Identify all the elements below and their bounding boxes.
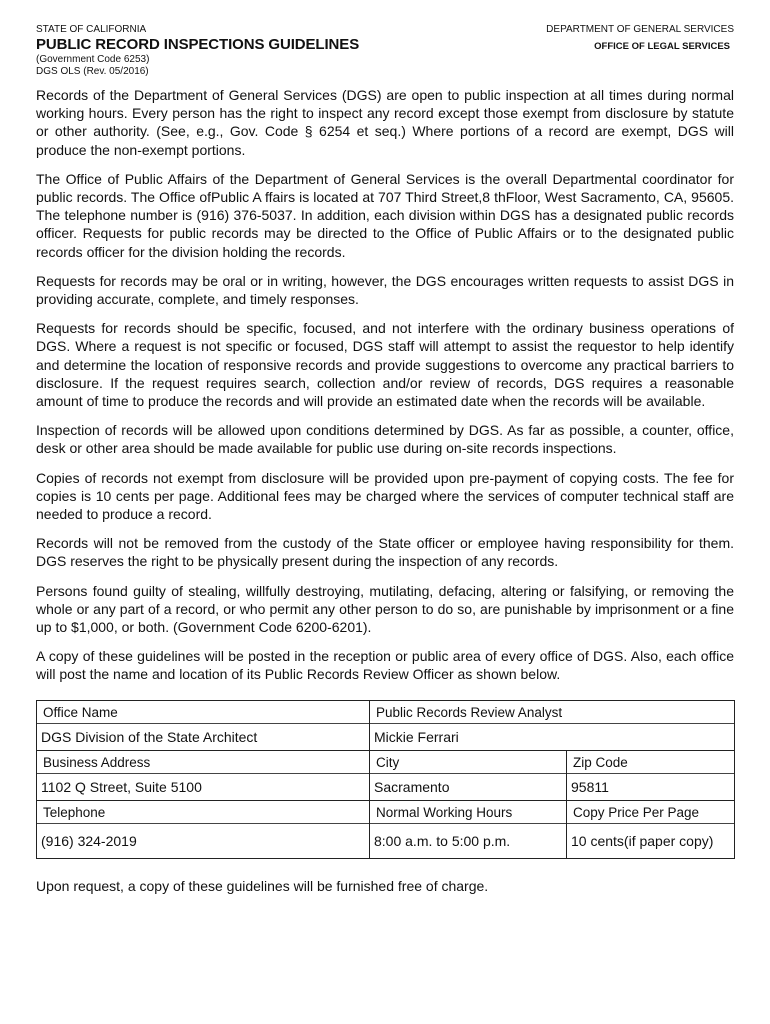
paragraph-posting: A copy of these guidelines will be posted in the reception or public area of every office of DGS. Also, each office will post the name and location of its Public Records Review Officer as shown below. (36, 648, 734, 683)
state-label: STATE OF CALIFORNIA (36, 24, 147, 35)
city-value: Sacramento (374, 778, 450, 795)
document-page (36, 24, 734, 895)
paragraph-copy-fees: Copies of records not exempt from disclosure will be provided upon pre-payment of copying costs. The fee for copies is 10 cents per page. Additional fees may be charged where the services of computer technical staff are needed to produce a record. (36, 469, 734, 523)
paragraph-custody: Records will not be removed from the custody of the State officer or employee having responsibility for them. DGS reserves the right to be physically present during the inspection of any records. (36, 535, 734, 570)
paragraph-request-format: Requests for records may be oral or in writing, however, the DGS encourages written requests to assist DGS in providing accurate, complete, and timely responses. (36, 272, 734, 308)
office-name-cell (37, 700, 370, 750)
paragraph-public-inspection: Records of the Department of General Services (DGS) are open to public inspection at all times during normal working hours. Every person has the right to inspect any record except those exempt from disclosure by statute or other authority. (See, e.g., Gov. Code § 6254 et seq.) Where portions of a record are exempt, DGS will produce the non-exempt portions. (36, 87, 734, 158)
table-row (37, 750, 735, 800)
address-label: Business Address (37, 751, 369, 774)
document-header (36, 24, 734, 78)
header-right (546, 24, 734, 54)
analyst-value: Mickie Ferrari (374, 728, 459, 745)
office-name: OFFICE OF LEGAL SERVICES (594, 41, 730, 52)
hours-label: Normal Working Hours (370, 801, 566, 824)
analyst-cell (370, 700, 735, 750)
office-name-label: Office Name (37, 701, 369, 724)
telephone-value: (916) 324-2019 (41, 832, 137, 849)
address-cell (37, 750, 370, 800)
telephone-label: Telephone (37, 801, 369, 824)
hours-value: 8:00 a.m. to 5:00 p.m. (374, 832, 511, 849)
paragraph-penalties: Persons found guilty of stealing, willfully destroying, mutilating, defacing, altering or falsifying, or removing the whole or any part of a record, or who permit any other person to do so, are punishable by imprisonment or a fine up to $1,000, or both. (Government Code 6200-6201). (36, 582, 734, 636)
document-body (36, 86, 734, 684)
form-number: DGS OLS (Rev. 05/2016) (36, 66, 149, 77)
paragraph-public-affairs: The Office of Public Affairs of the Department of General Services is the overall Departmental coordinator for public records. The Office ofPublic A ffairs is located at 707 Third Street,8 thFloor, West Sacramento, CA, 95605. The telephone number is (916) 376-5037. In addition, each division within DGS has a designated public records officer. Requests for public records may be directed to the Office of Public Affairs or to the designated public records officer for the division holding the records. (36, 170, 734, 260)
price-value: 10 cents(if paper copy) (571, 832, 714, 849)
city-cell (370, 750, 567, 800)
hours-cell (370, 800, 567, 858)
header-left (36, 24, 359, 78)
city-label: City (370, 751, 566, 774)
telephone-cell (37, 800, 370, 858)
department-name: DEPARTMENT OF GENERAL SERVICES (546, 24, 734, 35)
paragraph-inspection-conditions: Inspection of records will be allowed upon conditions determined by DGS. As far as possible, a counter, office, desk or other area should be made available for public use during on-site records inspections. (36, 422, 734, 457)
zip-label: Zip Code (567, 751, 734, 774)
paragraph-request-specificity: Requests for records should be specific, focused, and not interfere with the ordinary business operations of DGS. Where a request is not specific or focused, DGS staff will attempt to assist the requestor to help identify and determine the location of responsive records and provide suggestions to overcome any practical barriers to disclosure. If the request requires search, collection and/or review of records, DGS requires a reasonable amount of time to produce the records and will provide an estimated date when the records will be available. (36, 320, 734, 410)
document-title: PUBLIC RECORD INSPECTIONS GUIDELINES (36, 36, 360, 53)
table-row (37, 800, 735, 858)
address-value: 1102 Q Street, Suite 5100 (41, 778, 202, 795)
analyst-label: Public Records Review Analyst (370, 701, 734, 724)
footer-note: Upon request, a copy of these guidelines will be furnished free of charge. (36, 877, 489, 894)
price-label: Copy Price Per Page (567, 801, 734, 824)
records-officer-table (36, 700, 735, 859)
table-row (37, 700, 735, 750)
office-name-value: DGS Division of the State Architect (41, 728, 258, 745)
government-code: (Government Code 6253) (36, 54, 150, 65)
price-cell (567, 800, 735, 858)
zip-cell (567, 750, 735, 800)
zip-value: 95811 (571, 778, 609, 795)
